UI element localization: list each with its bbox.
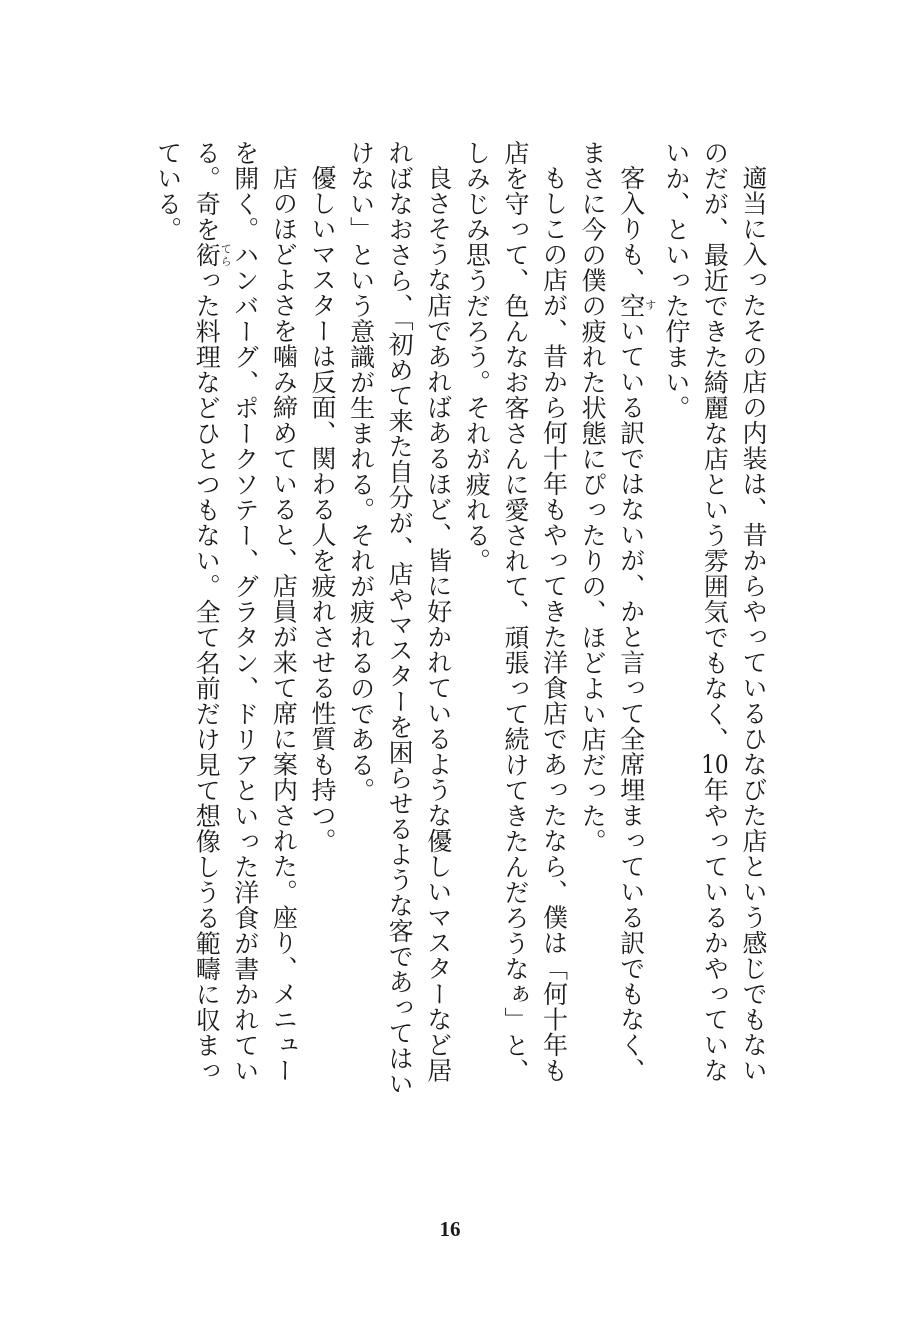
- text-run: 優しいマスターは反面、関わる人を疲れさせる性質も持つ。: [307, 165, 337, 854]
- page-number: 16: [439, 1217, 461, 1241]
- ruby-reading: す: [643, 292, 657, 318]
- text-run: 客入りも、: [616, 165, 646, 293]
- ruby-annotation: [616, 292, 657, 319]
- text-run: いている訳ではないが、かと言って全席埋まっている訳でもなく、まさに今の僕の疲れた状態にぴったりの、ほどよい店だった。: [578, 140, 646, 1083]
- ruby-base: 空: [616, 292, 646, 318]
- ruby-reading: てら: [219, 242, 233, 268]
- text-run: 良さそうな店であればあるほど、皆に好かれているような優しいマスターなど居ればなおさら、「初めて来た自分が、店やマスターを困らせるような客であってはいけない」という意識が生まれる。それが疲れるのである。: [346, 140, 453, 1097]
- text-run: 年やっているかやっていないか、といった佇まい。: [661, 140, 730, 1083]
- text-run: 適当に入ったその店の内装は、昔からやっているひなびた店という感じでもないのだが、最近できた綺麗な店という雰囲気でもなく、: [700, 140, 768, 1083]
- text-run: もしこの店が、昔から何十年もやってきた洋食店であったなら、僕は「何十年も店を守って、色んなお客さんに愛されて、頑張って続けてきたんだろうなぁ」と、しみじみ思うだろう。それが疲れる。: [462, 140, 569, 1084]
- paragraph: [341, 140, 457, 1100]
- paragraph: [302, 140, 341, 1100]
- paragraph: [656, 140, 772, 1100]
- paragraph: [457, 140, 573, 1100]
- vertical-text-body: [122, 140, 772, 1100]
- ruby-annotation: [192, 242, 233, 268]
- paragraph: [573, 140, 657, 1100]
- text-run: 店のほどよさを噛み締めていると、店員が来て席に案内された。座り、メニューを開く。ハンバーグ、ポークソテー、グラタン、ドリアといった洋食が書かれている。奇を: [192, 140, 299, 1084]
- text-run: った料理などひとつもない。全て名前だけ見て想像しうる範疇に収まっている。: [153, 140, 222, 1084]
- ruby-base: 衒: [192, 242, 222, 268]
- paragraph: [148, 140, 302, 1100]
- upright-number: 10: [701, 752, 729, 777]
